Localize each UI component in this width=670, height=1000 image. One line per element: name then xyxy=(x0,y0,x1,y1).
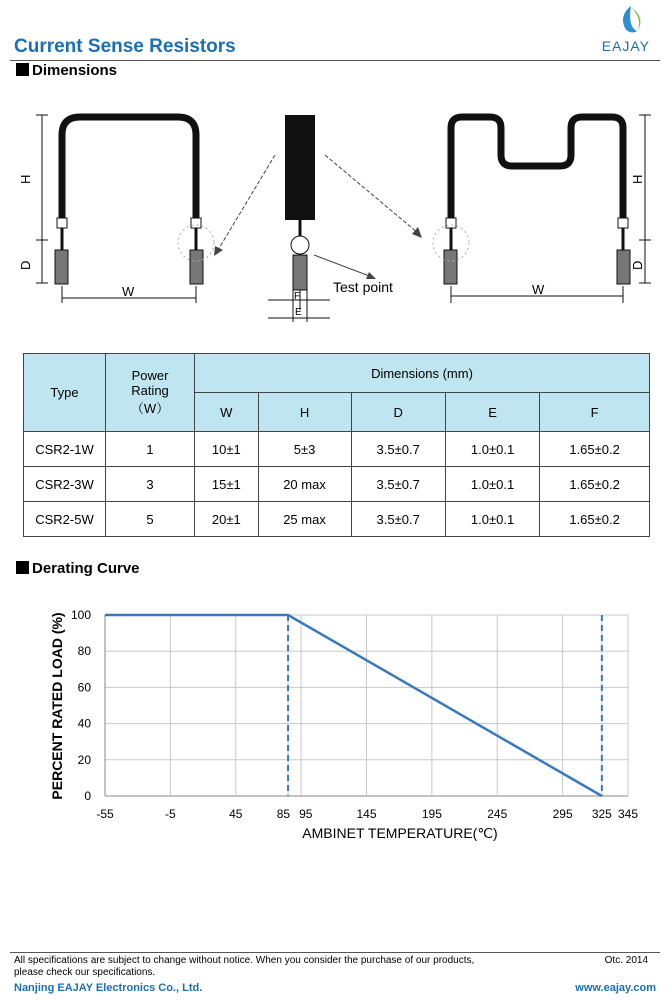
sub-col-w: W xyxy=(195,393,259,432)
resistor-right-drawing xyxy=(433,115,651,303)
section-derating-label: Derating Curve xyxy=(32,560,140,577)
sub-col-f: F xyxy=(540,393,650,432)
cell: 5±3 xyxy=(258,432,351,467)
x-tick-label: 85 xyxy=(276,807,291,821)
table-row xyxy=(24,432,650,467)
resistor-left-drawing xyxy=(36,115,214,303)
eajay-logo-icon xyxy=(617,4,645,36)
col-power-line3: （W） xyxy=(130,401,170,416)
header-divider xyxy=(10,60,660,61)
y-tick-label: 60 xyxy=(77,680,91,695)
footer-date: Otc. 2014 xyxy=(604,955,648,966)
bullet-square-icon xyxy=(16,561,29,574)
x-tick-label: 325 xyxy=(591,807,612,821)
label-e: E xyxy=(295,307,302,318)
bullet-square-icon xyxy=(16,63,29,76)
y-tick-label: 20 xyxy=(77,752,91,767)
brand-name: EAJAY xyxy=(601,38,650,54)
label-d-left: D xyxy=(18,260,33,270)
footer-note-2: please check our specifications. xyxy=(14,967,156,978)
cell: 25 max xyxy=(258,502,351,537)
footer-website[interactable]: www.eajay.com xyxy=(575,982,656,994)
cell: 1.0±0.1 xyxy=(445,432,539,467)
x-tick-label: 95 xyxy=(299,807,313,821)
cell: CSR2-1W xyxy=(24,432,106,467)
cell: 3.5±0.7 xyxy=(351,432,445,467)
footer-company: Nanjing EAJAY Electronics Co., Ltd. xyxy=(14,982,203,994)
derating-series-line xyxy=(105,615,602,796)
test-point-label: Test point xyxy=(333,279,393,295)
cell: 1 xyxy=(106,432,195,467)
sub-col-h: H xyxy=(258,393,351,432)
cell: 1.0±0.1 xyxy=(445,467,539,502)
footer-note-1: All specifications are subject to change without notice. When you consider the purchase of our products, xyxy=(14,955,475,966)
cell: 3.5±0.7 xyxy=(351,467,445,502)
dimensions-diagram xyxy=(0,100,670,330)
table-row xyxy=(24,502,650,537)
x-axis-label: AMBINET TEMPERATURE(℃) xyxy=(302,825,498,841)
label-w-left: W xyxy=(122,284,135,299)
x-tick-label: 245 xyxy=(487,807,508,821)
section-derating xyxy=(16,560,140,577)
table-row xyxy=(24,467,650,502)
cell: CSR2-3W xyxy=(24,467,106,502)
x-tick-label: -5 xyxy=(165,807,176,821)
x-tick-label: -55 xyxy=(96,807,114,821)
y-tick-label: 100 xyxy=(70,608,91,622)
cell: 1.65±0.2 xyxy=(540,432,650,467)
footer-divider xyxy=(10,952,660,953)
y-axis-label: PERCENT RATED LOAD (%) xyxy=(49,612,65,800)
label-d-right: D xyxy=(630,260,645,270)
col-power-line1: Power xyxy=(131,368,169,383)
cell: 10±1 xyxy=(195,432,259,467)
col-power xyxy=(106,354,195,432)
y-tick-label: 40 xyxy=(77,716,91,731)
dimensions-table xyxy=(23,353,650,537)
col-type: Type xyxy=(24,354,106,432)
cell: 3.5±0.7 xyxy=(351,502,445,537)
cell: 5 xyxy=(106,502,195,537)
x-tick-label: 145 xyxy=(356,807,377,821)
x-tick-label: 345 xyxy=(617,807,639,821)
col-power-line2: Rating xyxy=(131,383,169,398)
section-dimensions xyxy=(16,62,117,79)
label-h-left: H xyxy=(18,174,33,184)
x-tick-label: 295 xyxy=(552,807,573,821)
label-h-right: H xyxy=(630,174,645,184)
x-tick-label: 45 xyxy=(229,807,243,821)
sub-col-d: D xyxy=(351,393,445,432)
y-tick-label: 80 xyxy=(77,644,91,659)
col-dimensions: Dimensions (mm) xyxy=(195,354,650,393)
cell: 1.0±0.1 xyxy=(445,502,539,537)
sub-col-e: E xyxy=(445,393,539,432)
page-title: Current Sense Resistors xyxy=(14,36,236,57)
derating-chart xyxy=(0,600,670,860)
cell: 3 xyxy=(106,467,195,502)
y-tick-label: 0 xyxy=(84,789,91,803)
label-w-right: W xyxy=(532,282,545,297)
cell: CSR2-5W xyxy=(24,502,106,537)
cell: 15±1 xyxy=(195,467,259,502)
label-f: F xyxy=(294,291,301,302)
cell: 20 max xyxy=(258,467,351,502)
section-dimensions-label: Dimensions xyxy=(32,62,118,79)
x-tick-label: 195 xyxy=(421,807,442,821)
cell: 1.65±0.2 xyxy=(540,502,650,537)
cell: 20±1 xyxy=(195,502,259,537)
cell: 1.65±0.2 xyxy=(540,467,650,502)
